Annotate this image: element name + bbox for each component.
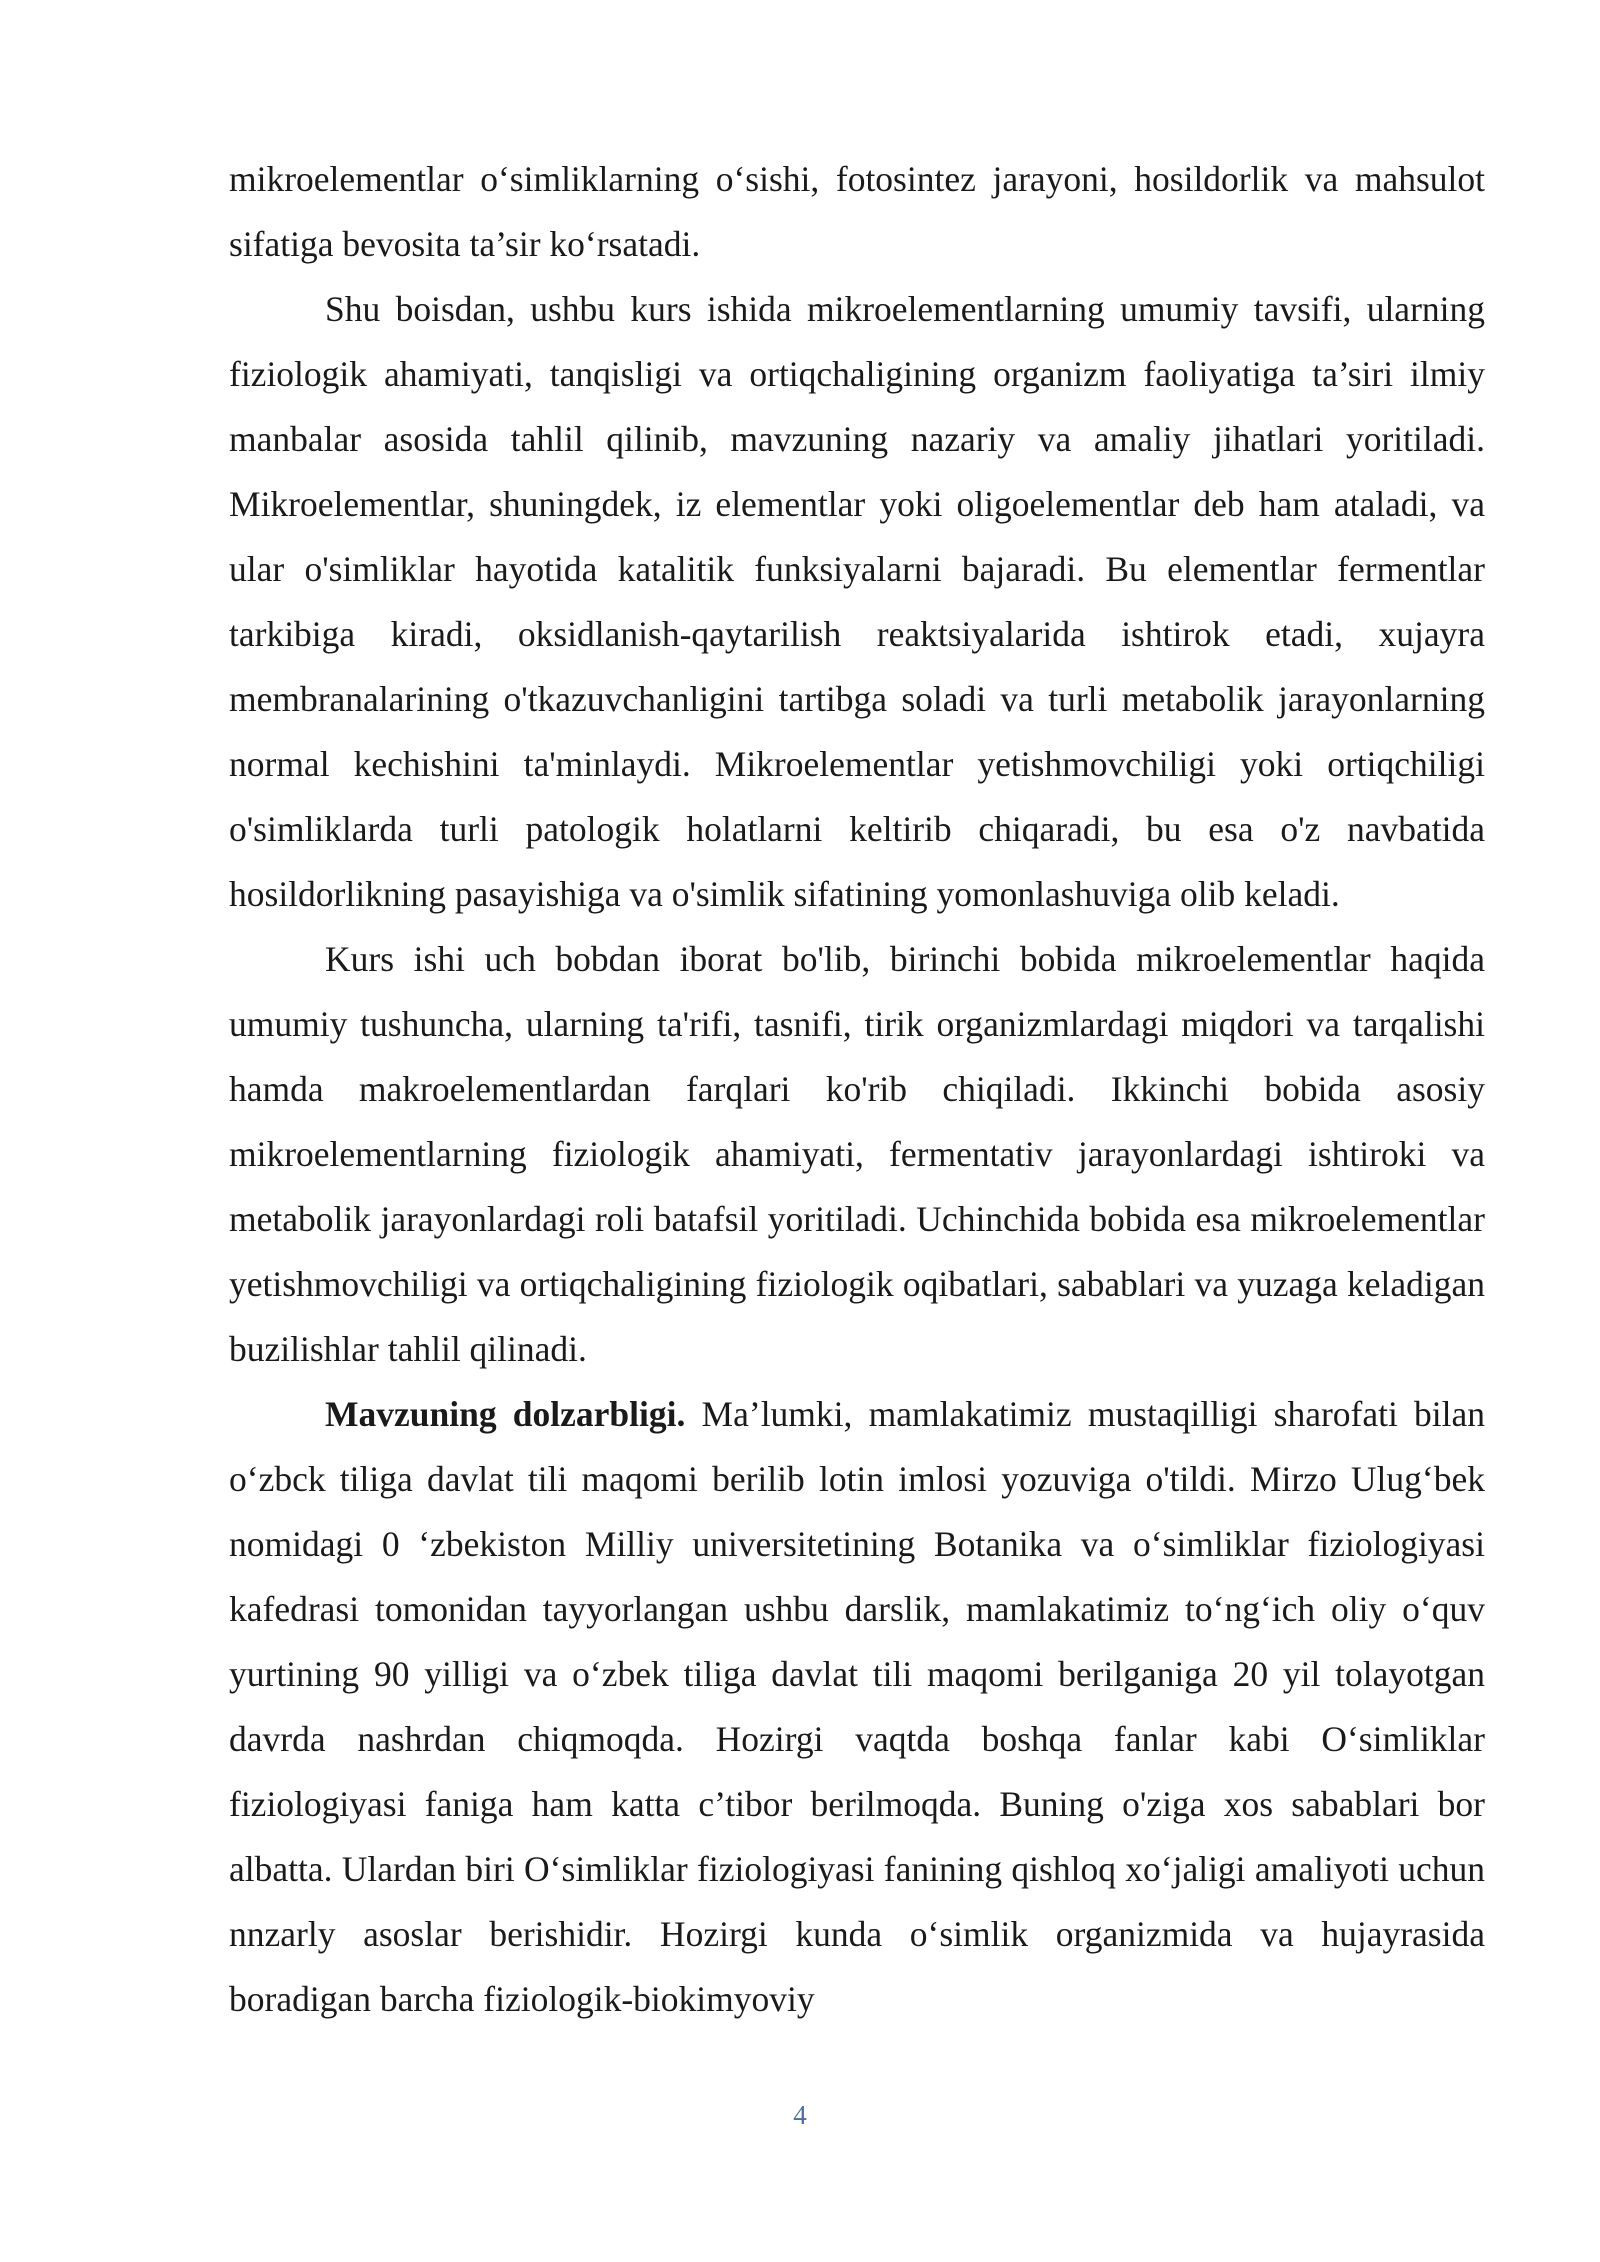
paragraph-continuation: mikroelementlar o‘simliklarning o‘sishi, fotosintez jarayoni, hosildorlik va mahsulot sifatiga bevosita ta’sir ko‘rsatadi. [229,159,1485,264]
body-text [229,147,1485,2032]
paragraph-relevance [229,1382,1485,2032]
paragraph-purpose: Shu boisdan, ushbu kurs ishida mikroelementlarning umumiy tavsifi, ularning fiziologik ahamiyati, tanqisligi va ortiqchaligining organizm faoliyatiga ta’siri ilmiy manbalar asosida tahlil qilinib, mavzuning nazariy va amaliy jihatlari yoritiladi. Mikroelementlar, shuningdek, iz elementlar yoki oligoelementlar deb ham ataladi, va ular o'simliklar hayotida katalitik funksiyalarni bajaradi. Bu elementlar fermentlar tarkibiga kiradi, oksidlanish-qaytarilish reaktsiyalarida ishtirok etadi, xujayra membranalarining o'tkazuvchanligini tartibga soladi va turli metabolik jarayonlarning normal kechishini ta'minlaydi. Mikroelementlar yetishmovchiligi yoki ortiqchiligi o'simliklarda turli patologik holatlarni keltirib chiqaradi, bu esa o'z navbatida hosildorlikning pasayishiga va o'simlik sifatining yomonlashuviga olib keladi. [229,289,1485,914]
page-number: 4 [793,2100,807,2130]
paragraph-structure: Kurs ishi uch bobdan iborat bo'lib, birinchi bobida mikroelementlar haqida umumiy tushuncha, ularning ta'rifi, tasnifi, tirik organizmlardagi miqdori va tarqalishi hamda makroelementlardan farqlari ko'rib chiqiladi. Ikkinchi bobida asosiy mikroelementlarning fiziologik ahamiyati, fermentativ jarayonlardagi ishtiroki va metabolik jarayonlardagi roli batafsil yoritiladi. Uchinchida bobida esa mikroelementlar yetishmovchiligi va ortiqchaligining fiziologik oqibatlari, sabablari va yuzaga keladigan buzilishlar tahlil qilinadi. [229,939,1485,1369]
paragraph-relevance-text: Ma’lumki, mamlakatimiz mustaqilligi sharofati bilan o‘zbck tiliga davlat tili maqomi berilib lotin imlosi yozuviga o'tildi. Mirzo Ulug‘bek nomidagi 0 ‘zbekiston Milliy universitetining Botanika va o‘simliklar fiziologiyasi kafedrasi tomonidan tayyorlangan ushbu darslik, mamlakatimiz to‘ng‘ich oliy o‘quv yurtining 90 yilligi va o‘zbek tiliga davlat tili maqomi berilganiga 20 yil tolayotgan davrda nashrdan chiqmoqda. Hozirgi vaqtda boshqa fanlar kabi O‘simliklar fiziologiyasi faniga ham katta c’tibor berilmoqda. Buning o'ziga xos sabablari bor albatta. Ulardan biri O‘simliklar fiziologiyasi fanining qishloq xo‘jaligi amaliyoti uchun nnzarly asoslar berishidir. Hozirgi kunda o‘simlik organizmida va hujayrasida boradigan barcha fiziologik-biokimyoviy [229,1394,1485,2019]
section-heading-relevance: Mavzuning dolzarbligi. [325,1394,686,1434]
